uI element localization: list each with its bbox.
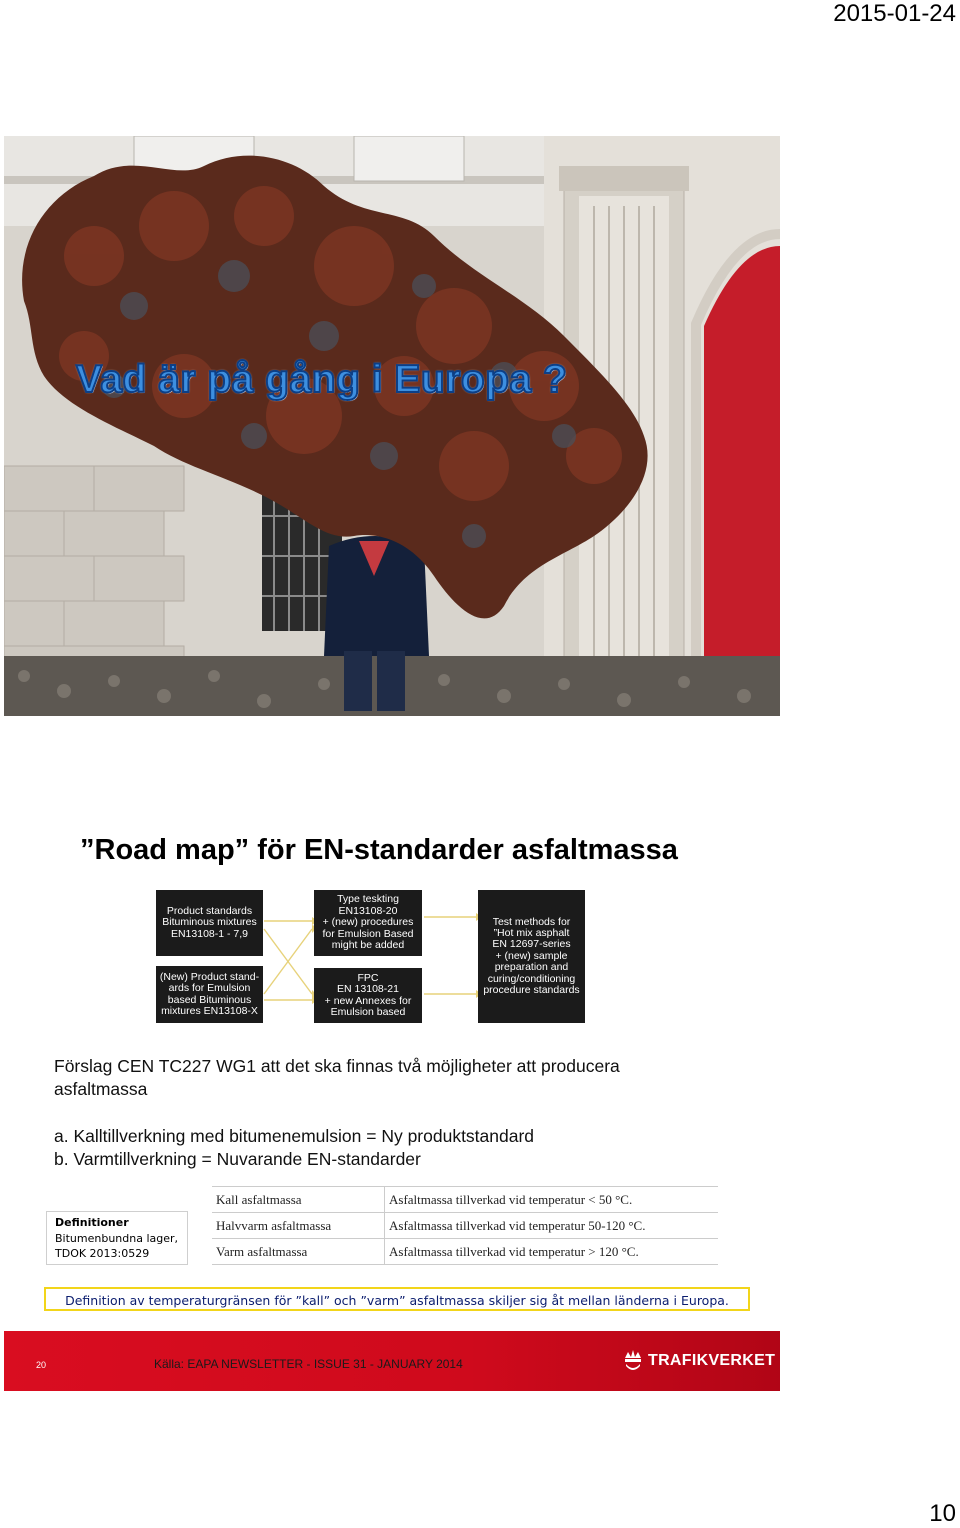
box-line: procedure standards — [483, 984, 580, 997]
box-line: + (new) procedures — [322, 916, 414, 929]
date-header: 2015-01-24 — [833, 0, 956, 27]
definitions-heading: Definitioner — [55, 1216, 129, 1229]
table-cell-desc: Asfaltmassa tillverkad vid temperatur > 120 °C. — [385, 1239, 719, 1265]
box-line: ”Hot mix asphalt — [493, 926, 570, 939]
proposal-line-1: Förslag CEN TC227 WG1 att det ska finnas två möjligheter att producera — [54, 1056, 620, 1076]
definitions-line-2: TDOK 2013:0529 — [55, 1247, 150, 1260]
box-line: ards for Emulsion — [168, 982, 251, 995]
box-line: mixtures EN13108-X — [161, 1004, 258, 1017]
slide-1-title: Vad är på gång i Europa ? — [76, 358, 568, 401]
definitions-line-1: Bitumenbundna lager, — [55, 1231, 179, 1245]
box-line: curing/conditioning — [487, 972, 576, 985]
box-line: EN 13108-21 — [337, 983, 399, 996]
item-a: a. Kalltillverkning med bitumenemulsion = Ny produktstandard — [54, 1126, 535, 1146]
page-number: 10 — [929, 1500, 956, 1527]
proposal-line-2: asfaltmassa — [54, 1079, 148, 1099]
box-line: based Bituminous — [167, 993, 252, 1006]
item-b: b. Varmtillverkning = Nuvarande EN-standarder — [54, 1149, 421, 1169]
roadmap-box-fpc — [314, 968, 422, 1023]
box-line: Product standards — [166, 904, 253, 917]
box-line: EN 12697-series — [492, 938, 571, 951]
crown-icon — [622, 1348, 644, 1374]
source-text: Källa: EAPA NEWSLETTER - ISSUE 31 - JANUARY 2014 — [154, 1357, 463, 1371]
table-cell-desc: Asfaltmassa tillverkad vid temperatur 50-120 °C. — [385, 1213, 719, 1239]
roadmap-box-new-product-standards — [156, 966, 263, 1023]
box-line: Bituminous mixtures — [162, 916, 257, 929]
table-row — [212, 1187, 718, 1213]
table-cell-type: Varm asfaltmassa — [212, 1239, 385, 1265]
box-line: Type teskting — [337, 893, 399, 906]
roadmap-box-type-testing — [314, 890, 422, 956]
table-row — [212, 1239, 718, 1265]
box-line: EN13108-1 - 7,9 — [170, 927, 249, 940]
logo-text: TRAFIKVERKET — [648, 1352, 776, 1369]
box-line: (New) Product stand- — [159, 970, 260, 983]
temperature-table — [212, 1186, 718, 1265]
slide-footer — [4, 1331, 780, 1391]
box-line: might be added — [331, 939, 405, 952]
table-cell-type: Kall asfaltmassa — [212, 1187, 385, 1213]
box-line: for Emulsion Based — [322, 927, 414, 940]
box-line: + new Annexes for — [324, 994, 412, 1007]
roadmap-box-product-standards — [156, 890, 263, 956]
trafikverket-logo — [622, 1347, 775, 1375]
roadmap-box-test-methods — [478, 890, 585, 1023]
box-line: Test methods for — [492, 915, 571, 928]
temperature-note: Definition av temperaturgränsen för ”kall” och ”varm” asfaltmassa skiljer sig åt mellan länderna i Europa. — [44, 1287, 750, 1311]
definitions-box — [46, 1211, 188, 1265]
slide-2-title: ”Road map” för EN-standarder asfaltmassa — [80, 834, 678, 866]
box-line: FPC — [357, 971, 379, 984]
box-line: preparation and — [494, 961, 569, 974]
table-cell-desc: Asfaltmassa tillverkad vid temperatur < 50 °C. — [385, 1187, 719, 1213]
box-line: Emulsion based — [330, 1005, 406, 1018]
box-line: EN13108-20 — [338, 904, 398, 917]
slide-number: 20 — [36, 1360, 47, 1370]
table-row — [212, 1213, 718, 1239]
box-line: + (new) sample — [495, 949, 568, 962]
table-cell-type: Halvvarm asfaltmassa — [212, 1213, 385, 1239]
